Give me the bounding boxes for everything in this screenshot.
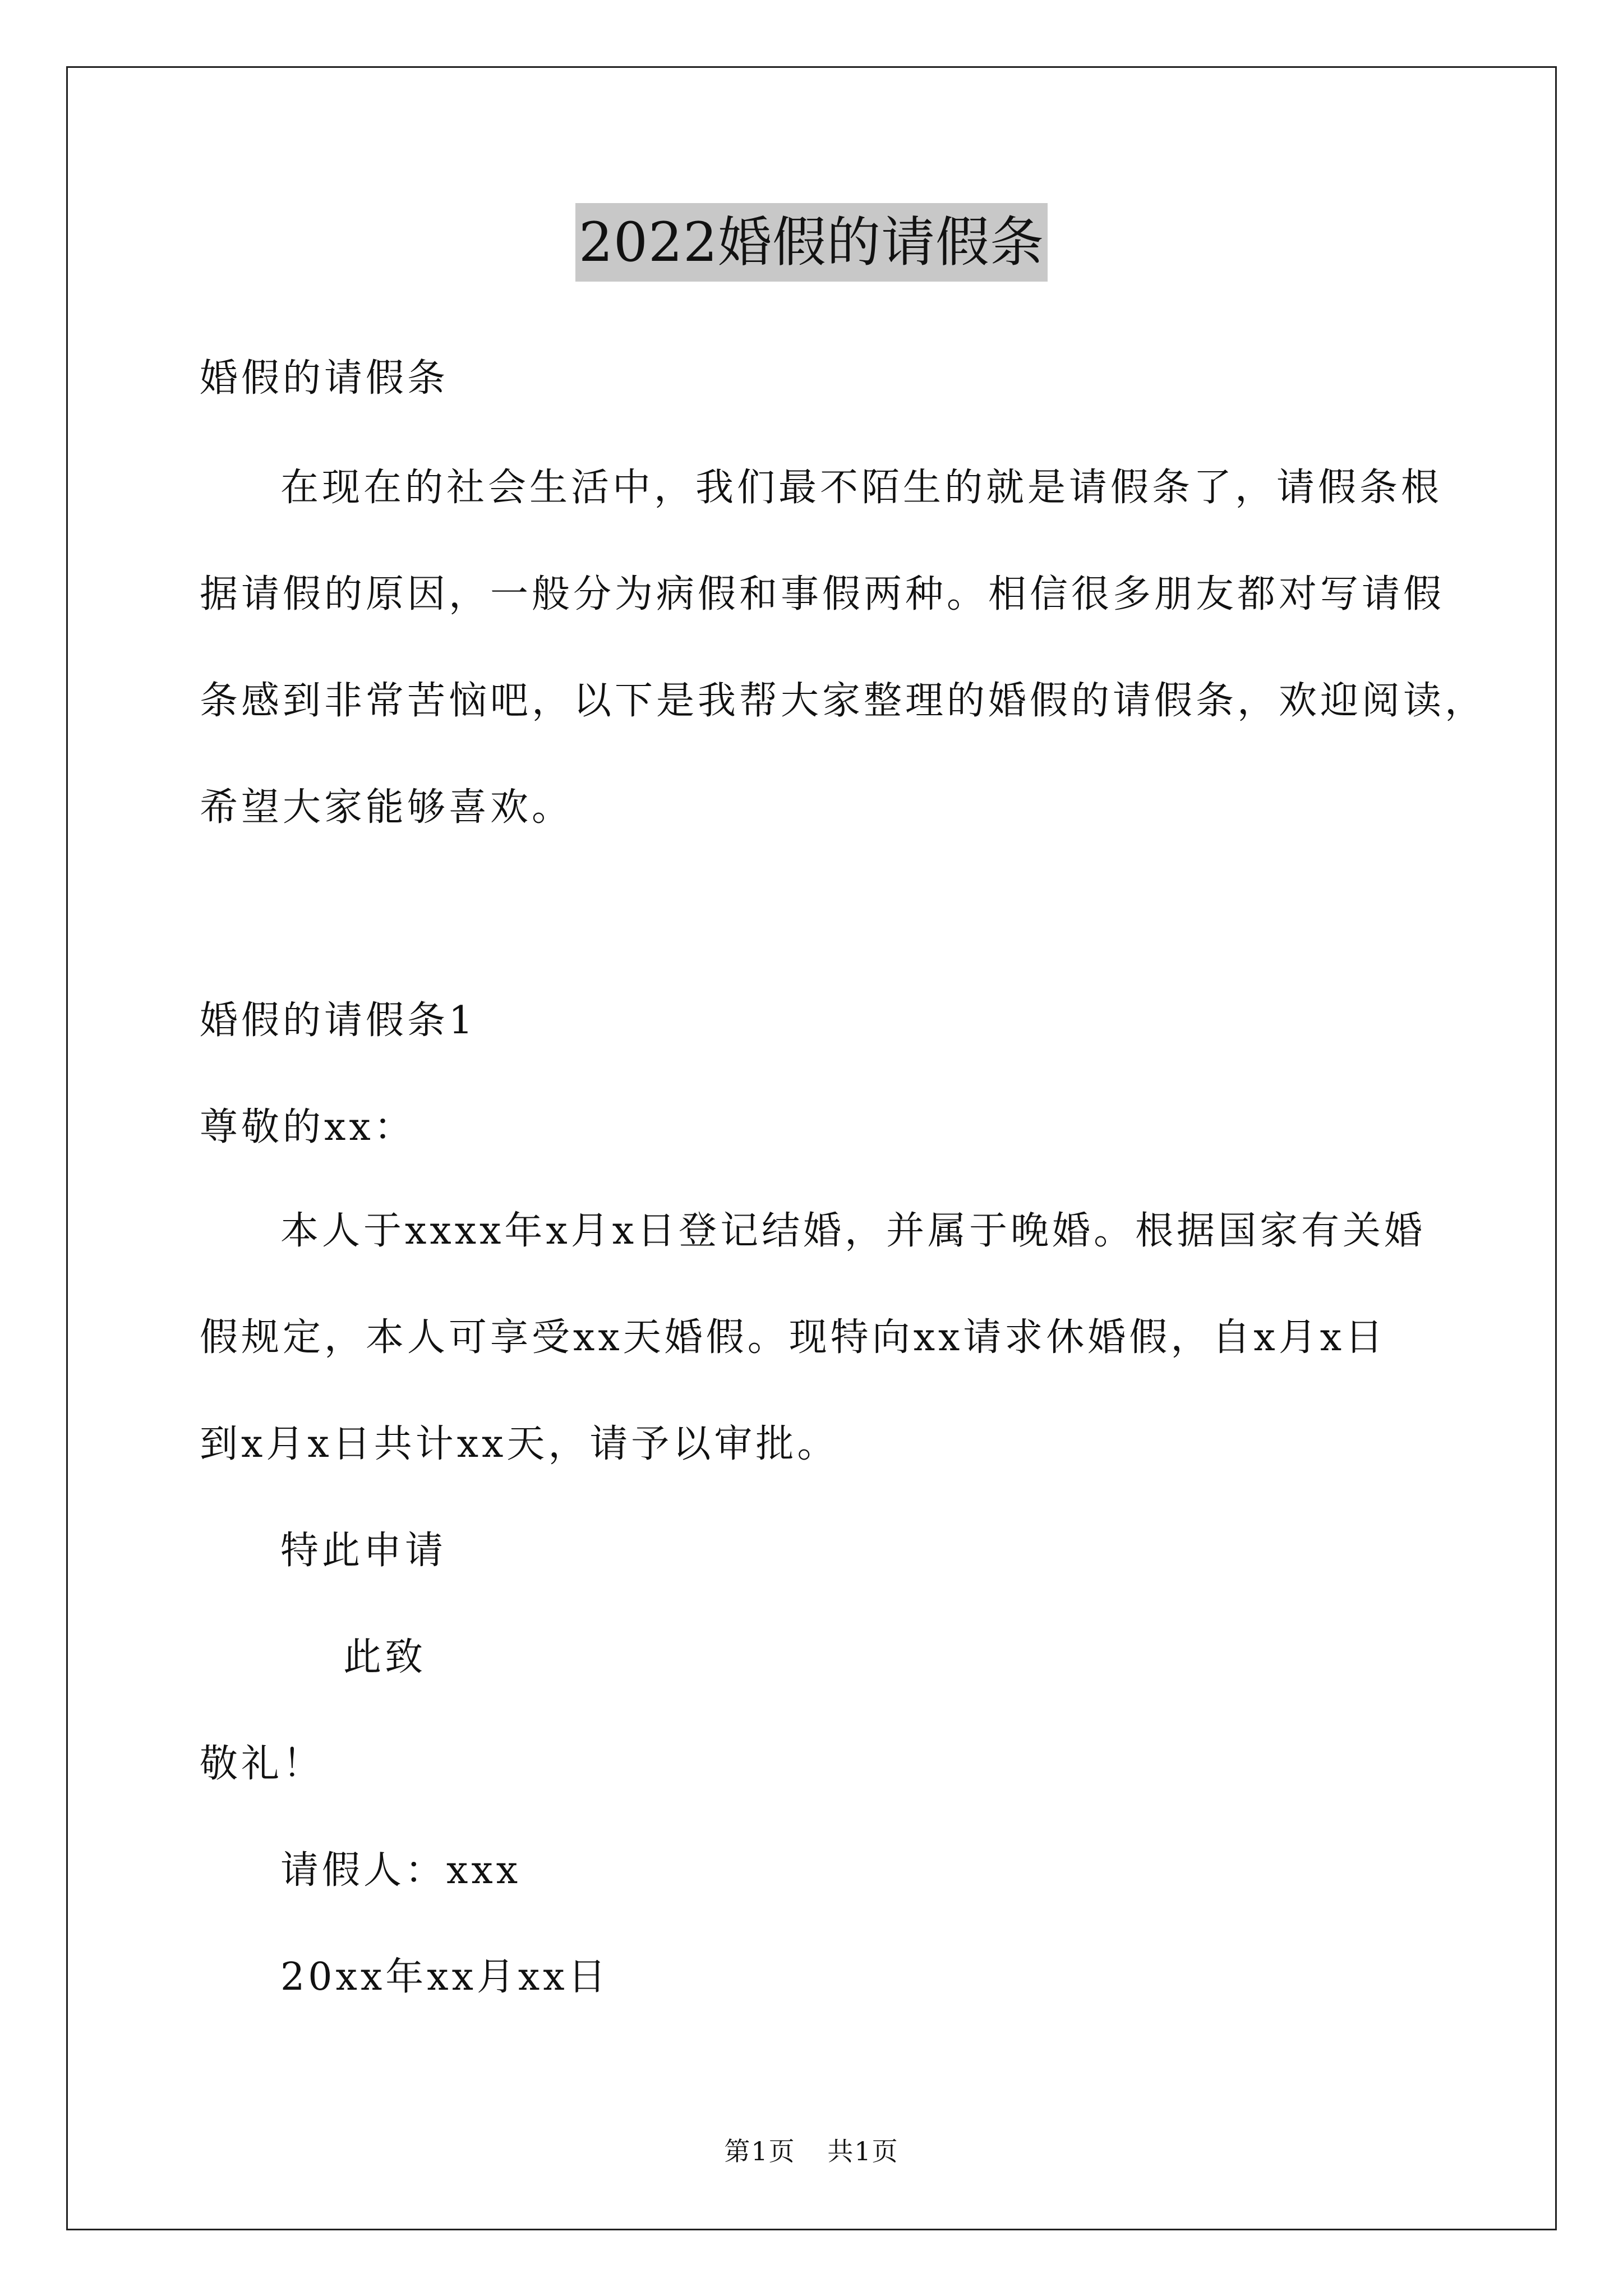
intro-paragraph-line: 据请假的原因，一般分为病假和事假两种。相信很多朋友都对写请假 (200, 572, 1445, 616)
document-title: 2022婚假的请假条 (575, 203, 1048, 282)
intro-heading: 婚假的请假条 (200, 356, 449, 401)
date-line: 20xx年xx月xx日 (280, 1955, 610, 1999)
body-line: 到x月x日共计xx天，请予以审批。 (200, 1422, 839, 1466)
salutation: 尊敬的xx： (200, 1105, 416, 1149)
section-heading: 婚假的请假条1 (200, 999, 477, 1043)
page-number-current: 第1页 (724, 2136, 796, 2166)
title-block (0, 203, 1623, 282)
page-number-total: 共1页 (827, 2136, 899, 2166)
closing-cizhi: 此致 (343, 1635, 427, 1680)
special-request: 特此申请 (280, 1529, 447, 1573)
closing-jingli: 敬礼！ (200, 1742, 325, 1786)
body-line: 本人于xxxx年x月x日登记结婚，并属于晚婚。根据国家有关婚 (280, 1209, 1426, 1253)
intro-paragraph-line: 在现在的社会生活中，我们最不陌生的就是请假条了，请假条根 (280, 466, 1443, 510)
page-footer (0, 2134, 1623, 2168)
intro-paragraph-line: 希望大家能够喜欢。 (200, 785, 574, 830)
body-line: 假规定，本人可享受xx天婚假。现特向xx请求休婚假，自x月x日 (200, 1315, 1387, 1360)
intro-paragraph-line: 条感到非常苦恼吧，以下是我帮大家整理的婚假的请假条，欢迎阅读， (200, 679, 1487, 723)
applicant-signature: 请假人：xxx (280, 1848, 522, 1893)
